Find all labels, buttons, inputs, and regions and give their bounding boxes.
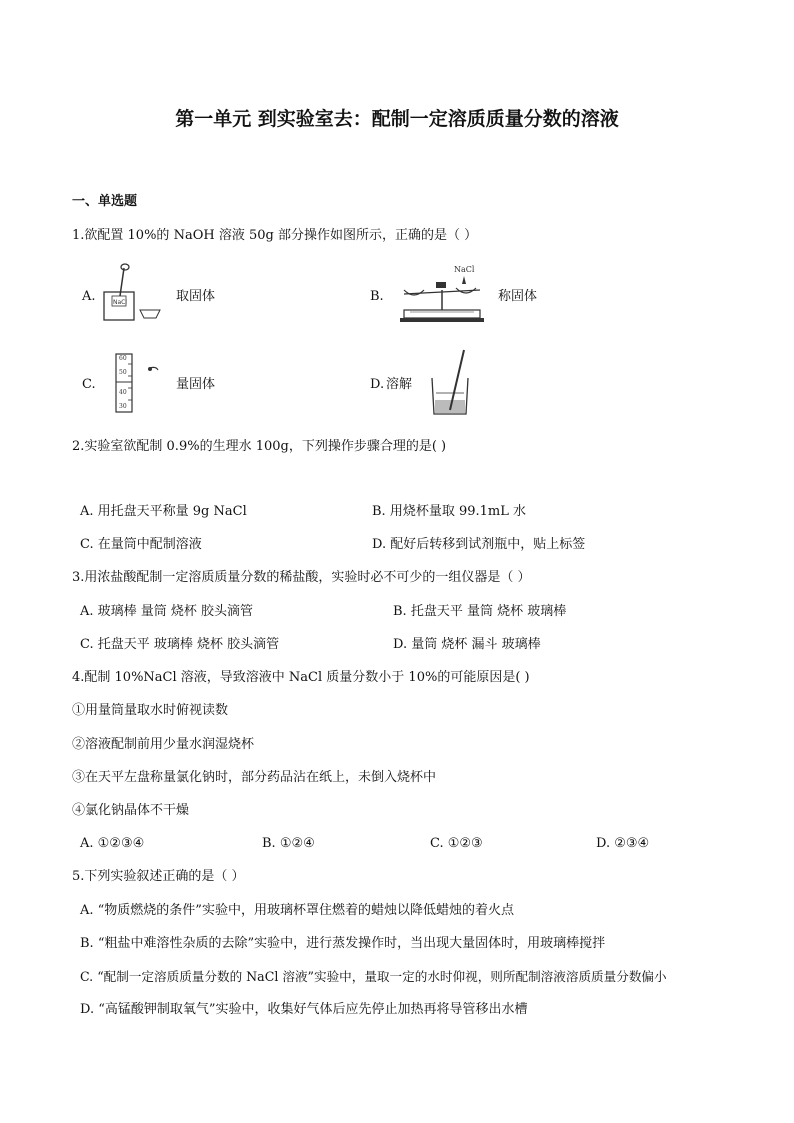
- q4-option-d: D. ②③④: [596, 836, 650, 851]
- q2-option-b: B. 用烧杯量取 99.1mL 水: [372, 504, 526, 519]
- cylinder-mark: 50: [119, 369, 127, 376]
- question-3-stem: 3.用浓盐酸配制一定溶质质量分数的稀盐酸，实验时必不可少的一组仪器是（ ）: [72, 570, 531, 585]
- balance-label: NaCl: [454, 265, 475, 274]
- beaker-stirring-icon: [428, 348, 474, 418]
- page-title: 第一单元 到实验室去：配制一定溶质质量分数的溶液: [175, 108, 619, 130]
- q2-option-d: D. 配好后转移到试剂瓶中，贴上标签: [372, 537, 586, 552]
- q1-option-c-letter: C.: [82, 377, 96, 392]
- spoon-jar-icon: [100, 262, 170, 324]
- q3-option-d: D. 量筒 烧杯 漏斗 玻璃棒: [393, 637, 541, 652]
- question-5-stem: 5.下列实验叙述正确的是（ ）: [72, 869, 245, 884]
- q5-option-d: D. “高锰酸钾制取氧气”实验中，收集好气体后应先停止加热再将导管移出水槽: [80, 1002, 528, 1017]
- q4-statement-4: ④氯化钠晶体不干燥: [72, 803, 190, 818]
- q4-statement-1: ①用量筒量取水时俯视读数: [72, 703, 229, 718]
- q1-option-a-caption: 取固体: [176, 289, 216, 304]
- q4-statement-3: ③在天平左盘称量氯化钠时，部分药品沾在纸上，未倒入烧杯中: [72, 770, 437, 785]
- q1-option-d-letter: D.: [370, 377, 385, 392]
- q2-option-c: C. 在量筒中配制溶液: [80, 537, 202, 552]
- q4-option-a: A. ①②③④: [80, 836, 145, 851]
- jar-label: NaCl: [113, 299, 128, 306]
- q5-option-a: A. “物质燃烧的条件”实验中，用玻璃杯罩住燃着的蜡烛以降低蜡烛的着火点: [80, 903, 514, 918]
- cylinder-mark: 40: [119, 389, 127, 396]
- q1-option-b-letter: B.: [370, 289, 384, 304]
- q5-option-b: B. “粗盐中难溶性杂质的去除”实验中，进行蒸发操作时，当出现大量固体时，用玻璃棒搅拌: [80, 936, 606, 951]
- q4-statement-2: ②溶液配制前用少量水润湿烧杯: [72, 737, 255, 752]
- graduated-cylinder-icon: [112, 352, 162, 414]
- q3-option-c: C. 托盘天平 玻璃棒 烧杯 胶头滴管: [80, 637, 280, 652]
- question-1-stem: 1.欲配置 10%的 NaOH 溶液 50g 部分操作如图所示，正确的是（ ）: [72, 228, 478, 243]
- q3-option-b: B. 托盘天平 量筒 烧杯 玻璃棒: [393, 604, 567, 619]
- question-4-stem: 4.配制 10%NaCl 溶液，导致溶液中 NaCl 质量分数小于 10%的可能原因是( ): [72, 670, 530, 685]
- q4-option-b: B. ①②④: [262, 836, 315, 851]
- q5-option-c: C. “配制一定溶质质量分数的 NaCl 溶液”实验中，量取一定的水时仰视，则所配制溶液溶质质量分数偏小: [80, 969, 667, 984]
- question-2-stem: 2.实验室欲配制 0.9%的生理水 100g，下列操作步骤合理的是( ): [72, 439, 447, 454]
- q1-option-a-letter: A.: [82, 289, 96, 304]
- q1-option-d-caption: 溶解: [386, 377, 413, 392]
- balance-icon: [396, 260, 488, 328]
- q3-option-a: A. 玻璃棒 量筒 烧杯 胶头滴管: [80, 604, 254, 619]
- q2-option-a: A. 用托盘天平称量 9g NaCl: [80, 504, 247, 519]
- q1-option-c-caption: 量固体: [176, 377, 216, 392]
- q1-option-b-caption: 称固体: [498, 289, 538, 304]
- q4-option-c: C. ①②③: [430, 836, 483, 851]
- cylinder-mark: 30: [119, 403, 127, 410]
- cylinder-mark: 60: [119, 355, 127, 362]
- section-heading: 一、单选题: [72, 194, 138, 209]
